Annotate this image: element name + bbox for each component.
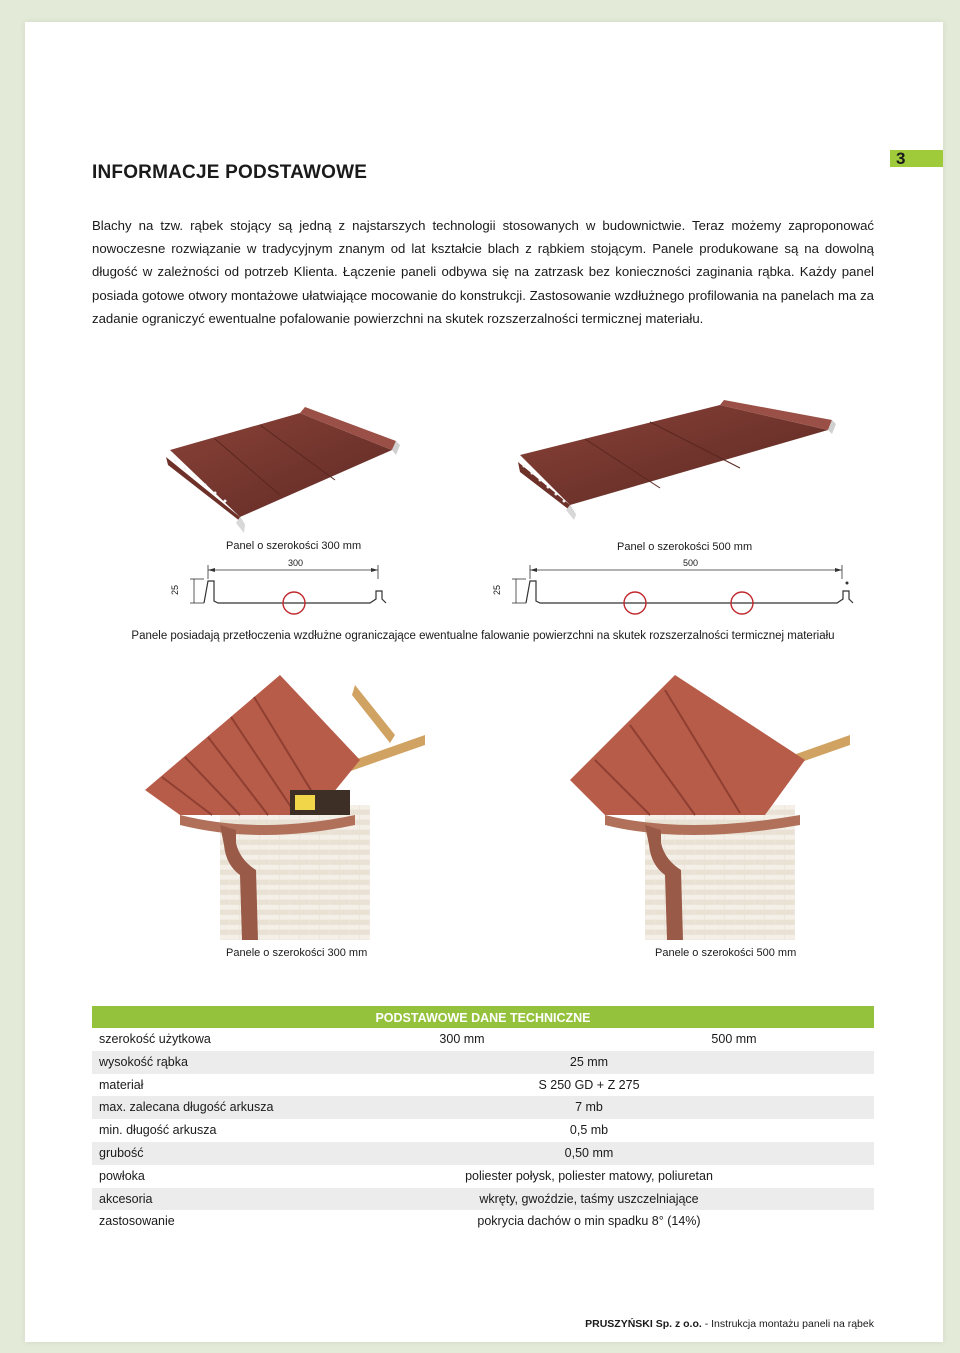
profile-300-height-label: 25	[170, 584, 181, 596]
profile-500-drawing	[492, 555, 862, 615]
table-row	[92, 1096, 874, 1119]
panel-500-illustration	[510, 400, 840, 520]
profile-500-width-label: 500	[683, 558, 699, 568]
page-title: INFORMACJE PODSTAWOWE	[92, 162, 368, 183]
footer-text: - Instrukcja montażu paneli na rąbek	[701, 1318, 874, 1330]
row-value: 300 mm	[439, 1032, 485, 1046]
table-row	[92, 1142, 874, 1165]
row-value: pokrycia dachów o min spadku 8° (14%)	[477, 1214, 701, 1229]
profile-note: Panele posiadają przetłoczenia wzdłużne ograniczające ewentualne falowanie powierzchni na skutek rozszerzalności termicznej materiału	[131, 630, 835, 642]
profile-500-height-label: 25	[492, 584, 503, 596]
profile-300-drawing	[170, 555, 400, 615]
row-label: powłoka	[99, 1168, 145, 1183]
row-label: zastosowanie	[99, 1214, 175, 1229]
roof-300-illustration	[140, 665, 430, 940]
row-value: 500 mm	[711, 1032, 757, 1046]
table-row	[92, 1119, 874, 1142]
profile-300-width-label: 300	[288, 558, 304, 568]
row-value: 7 mb	[575, 1100, 603, 1115]
intro-paragraph: Blachy na tzw. rąbek stojący są jedną z najstarszych technologii stosowanych w budownictwie. Teraz możemy zaproponować nowoczesne rozwiązanie w tradycyjnym znanym od lat kształcie blach z rąbkiem stojącym. Panele produkowane są na dowolną długość w zależności od potrzeb Klienta. Łączenie paneli odbywa się na zatrzask bez konieczności zaginania rąbka. Każdy panel posiada gotowe otwory montażowe ułatwiające mocowanie do konstrukcji. Zastosowanie wzdłużnego profilowania na panelach ma za zadanie ograniczyć ewentualne pofalowanie powierzchni na skutek rozszerzalności termicznej materiału.	[92, 218, 874, 326]
roof-500-caption: Panele o szerokości 500 mm	[655, 947, 797, 959]
profile-300-caption: Panel o szerokości 300 mm	[226, 540, 362, 552]
table-row	[92, 1210, 874, 1233]
table-row	[92, 1188, 874, 1211]
row-label: wysokość rąbka	[99, 1054, 188, 1069]
row-value: 0,50 mm	[564, 1145, 614, 1160]
panel-300-illustration	[160, 405, 410, 535]
technical-data-table	[92, 1006, 874, 1233]
row-value: 0,5 mb	[569, 1123, 609, 1138]
footer	[585, 1318, 874, 1330]
row-value: 25 mm	[569, 1054, 609, 1069]
table-row	[92, 1051, 874, 1074]
footer-company: PRUSZYŃSKI Sp. z o.o.	[585, 1318, 702, 1330]
row-label: akcesoria	[99, 1191, 153, 1206]
table-row	[92, 1165, 874, 1188]
row-label: max. zalecana długość arkusza	[99, 1100, 274, 1115]
table-row	[92, 1074, 874, 1097]
table-row	[92, 1028, 874, 1051]
row-value: poliester połysk, poliester matowy, poliuretan	[465, 1168, 713, 1183]
page-number: 3	[890, 150, 943, 167]
row-value: wkręty, gwoździe, taśmy uszczelniające	[479, 1191, 699, 1206]
row-value: S 250 GD + Z 275	[538, 1077, 640, 1092]
roof-300-caption: Panele o szerokości 300 mm	[226, 947, 368, 959]
row-label: materiał	[99, 1077, 144, 1092]
table-header: PODSTAWOWE DANE TECHNICZNE	[92, 1006, 874, 1028]
row-label: min. długość arkusza	[99, 1123, 217, 1138]
row-label: grubość	[99, 1145, 144, 1160]
row-label: szerokość użytkowa	[99, 1032, 211, 1046]
roof-500-illustration	[565, 665, 855, 940]
profile-500-caption: Panel o szerokości 500 mm	[617, 541, 753, 553]
